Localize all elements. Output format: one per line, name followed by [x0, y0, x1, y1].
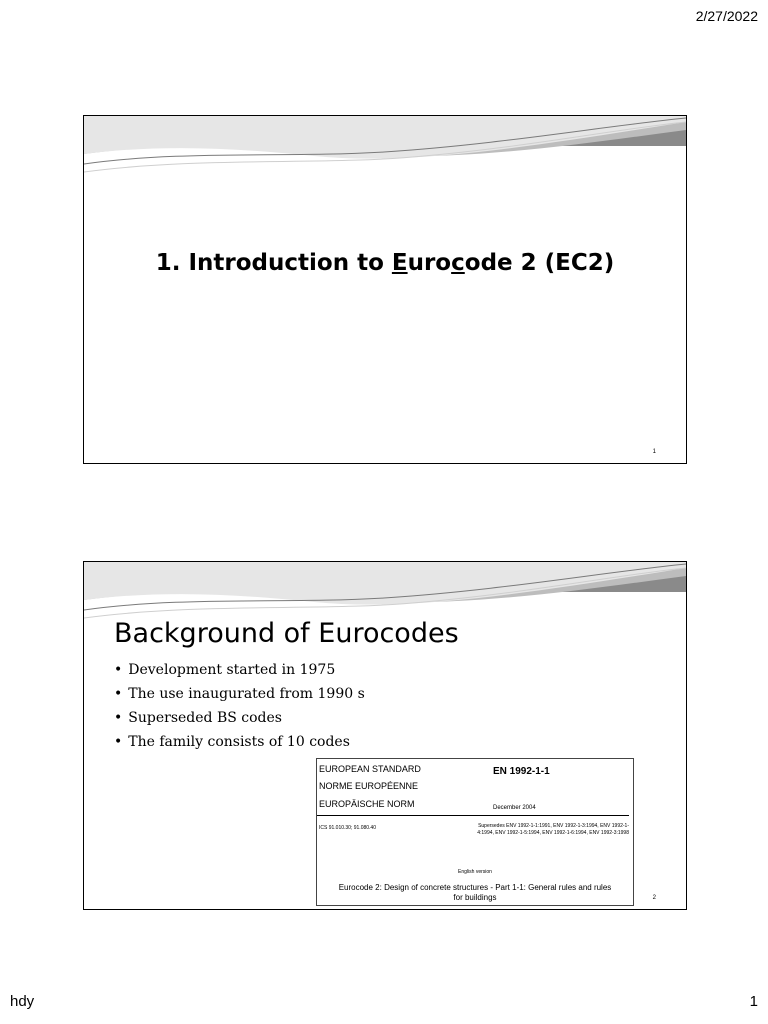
slide-2-title: Background of Eurocodes: [114, 618, 459, 649]
bullet-list: [114, 658, 365, 754]
bullet-item: • Development started in 1975: [114, 658, 365, 682]
standard-date: December 2004: [493, 805, 536, 811]
swoosh-header-graphic: [84, 562, 686, 624]
footer-author: hdy: [10, 993, 35, 1010]
page-number: 1: [749, 993, 758, 1010]
print-date: 2/27/2022: [695, 8, 758, 24]
slide-1-title: 1. Introduction to Eurocode 2 (EC2): [155, 250, 615, 276]
divider: [317, 815, 629, 816]
standard-line-de: EUROPÄISCHE NORM: [319, 799, 415, 809]
eurocode-title: Eurocode 2: Design of concrete structures - Part 1-1: General rules and rules for buildings: [338, 883, 612, 902]
bullet-item: • The use inaugurated from 1990 s: [114, 682, 365, 706]
slide-2: [83, 561, 687, 910]
standard-code: EN 1992-1-1: [493, 766, 550, 777]
slide-1-number: 1: [652, 449, 656, 455]
slide-2-number: 2: [652, 895, 656, 901]
ics-codes: ICS 91.010.30; 91.080.40: [319, 825, 376, 831]
standard-line-en: EUROPEAN STANDARD: [319, 764, 421, 774]
supersedes-text: Supersedes ENV 1992-1-1:1991, ENV 1992-1-3:1994, ENV 1992-1-4:1994, ENV 1992-1-5:1994, ENV 1992-1-6:1994, ENV 1992-3:1998: [477, 823, 629, 836]
swoosh-header-graphic: [84, 116, 686, 178]
slide-1: [83, 115, 687, 464]
bullet-item: • Superseded BS codes: [114, 706, 365, 730]
bullet-item: • The family consists of 10 codes: [114, 730, 365, 754]
en-standard-cover-image: [316, 758, 634, 906]
standard-line-fr: NORME EUROPÉENNE: [319, 781, 419, 791]
english-version-label: English version: [458, 869, 492, 875]
